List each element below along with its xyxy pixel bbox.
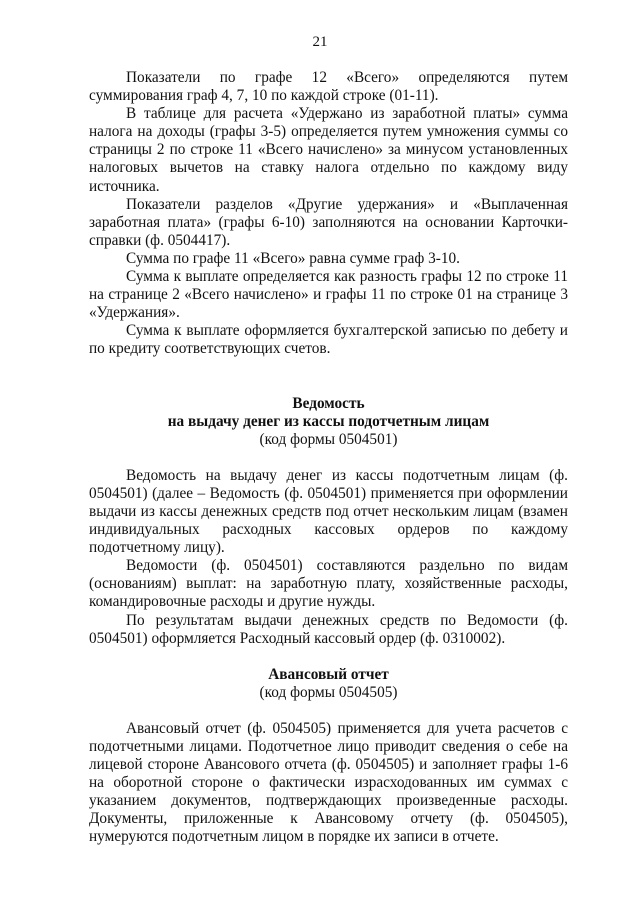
- vedomost-paragraph-3: По результатам выдачи денежных средств по Ведомости (ф. 0504501) оформляется Расходный кассовый ордер (ф. 0310002).: [89, 611, 568, 647]
- intro-paragraph-5: Сумма к выплате определяется как разность графы 12 по строке 11 на странице 2 «Всего начислено» и графы 11 по строке 01 на странице 3 «Удержания».: [89, 268, 568, 322]
- intro-paragraph-2: В таблице для расчета «Удержано из заработной платы» сумма налога на доходы (графы 3-5) определяется путем умножения суммы со страницы 2 по строке 11 «Всего начислено» за минусом установленных налоговых вычетов на ставку налога отдельно по каждому виду источника.: [89, 105, 568, 195]
- page-number: 21: [312, 34, 328, 50]
- avansovy-form-code: (код формы 0504505): [259, 683, 398, 701]
- vedomost-form-code: (код формы 0504501): [259, 430, 398, 448]
- document-body: [89, 69, 568, 847]
- vedomost-title-line-2: на выдачу денег из кассы подотчетным лицам: [167, 412, 490, 430]
- avansovy-title: Авансовый отчет: [268, 665, 389, 683]
- section-vedomost: [89, 395, 568, 648]
- avansovy-paragraph-1: Авансовый отчет (ф. 0504505) применяется для учета расчетов с подотчетными лицами. Подотчетное лицо приводит сведения о себе на лицевой стороне Авансового отчета (ф. 0504505) и заполняет графы 1-6 на оборотной стороне о фактически израсходованных им суммах с указанием документов, подтверждающих произведенные расходы. Документы, приложенные к Авансовому отчету (ф. 0504505), нумеруются подотчетным лицом в порядке их записи в отчете.: [89, 719, 568, 846]
- intro-paragraph-3: Показатели разделов «Другие удержания» и «Выплаченная заработная плата» (графы 6-10) заполняются на основании Карточки-справки (ф. 0504417).: [89, 195, 568, 249]
- vedomost-paragraph-1: Ведомость на выдачу денег из кассы подотчетным лицам (ф. 0504501) (далее – Ведомость (ф. 0504501) применяется при оформлении выдачи из кассы денежных средств под отчет нескольким лицам (взамен индивидуальных расходных кассовых ордеров по каждому подотчетному лицу).: [89, 466, 568, 557]
- intro-paragraph-6: Сумма к выплате оформляется бухгалтерской записью по дебету и по кредиту соответствующих счетов.: [89, 322, 568, 358]
- vedomost-paragraph-2: Ведомости (ф. 0504501) составляются раздельно по видам (основаниям) выплат: на заработную плату, хозяйственные расходы, командировочные расходы и другие нужды.: [89, 557, 568, 611]
- section-avansovy-otchet: [89, 666, 568, 847]
- intro-paragraph-4: Сумма по графе 11 «Всего» равна сумме граф 3-10.: [126, 249, 460, 267]
- vedomost-title-line-1: Ведомость: [292, 394, 365, 412]
- intro-paragraph-1: Показатели по графе 12 «Всего» определяются путем суммирования граф 4, 7, 10 по каждой строке (01-11).: [89, 69, 568, 105]
